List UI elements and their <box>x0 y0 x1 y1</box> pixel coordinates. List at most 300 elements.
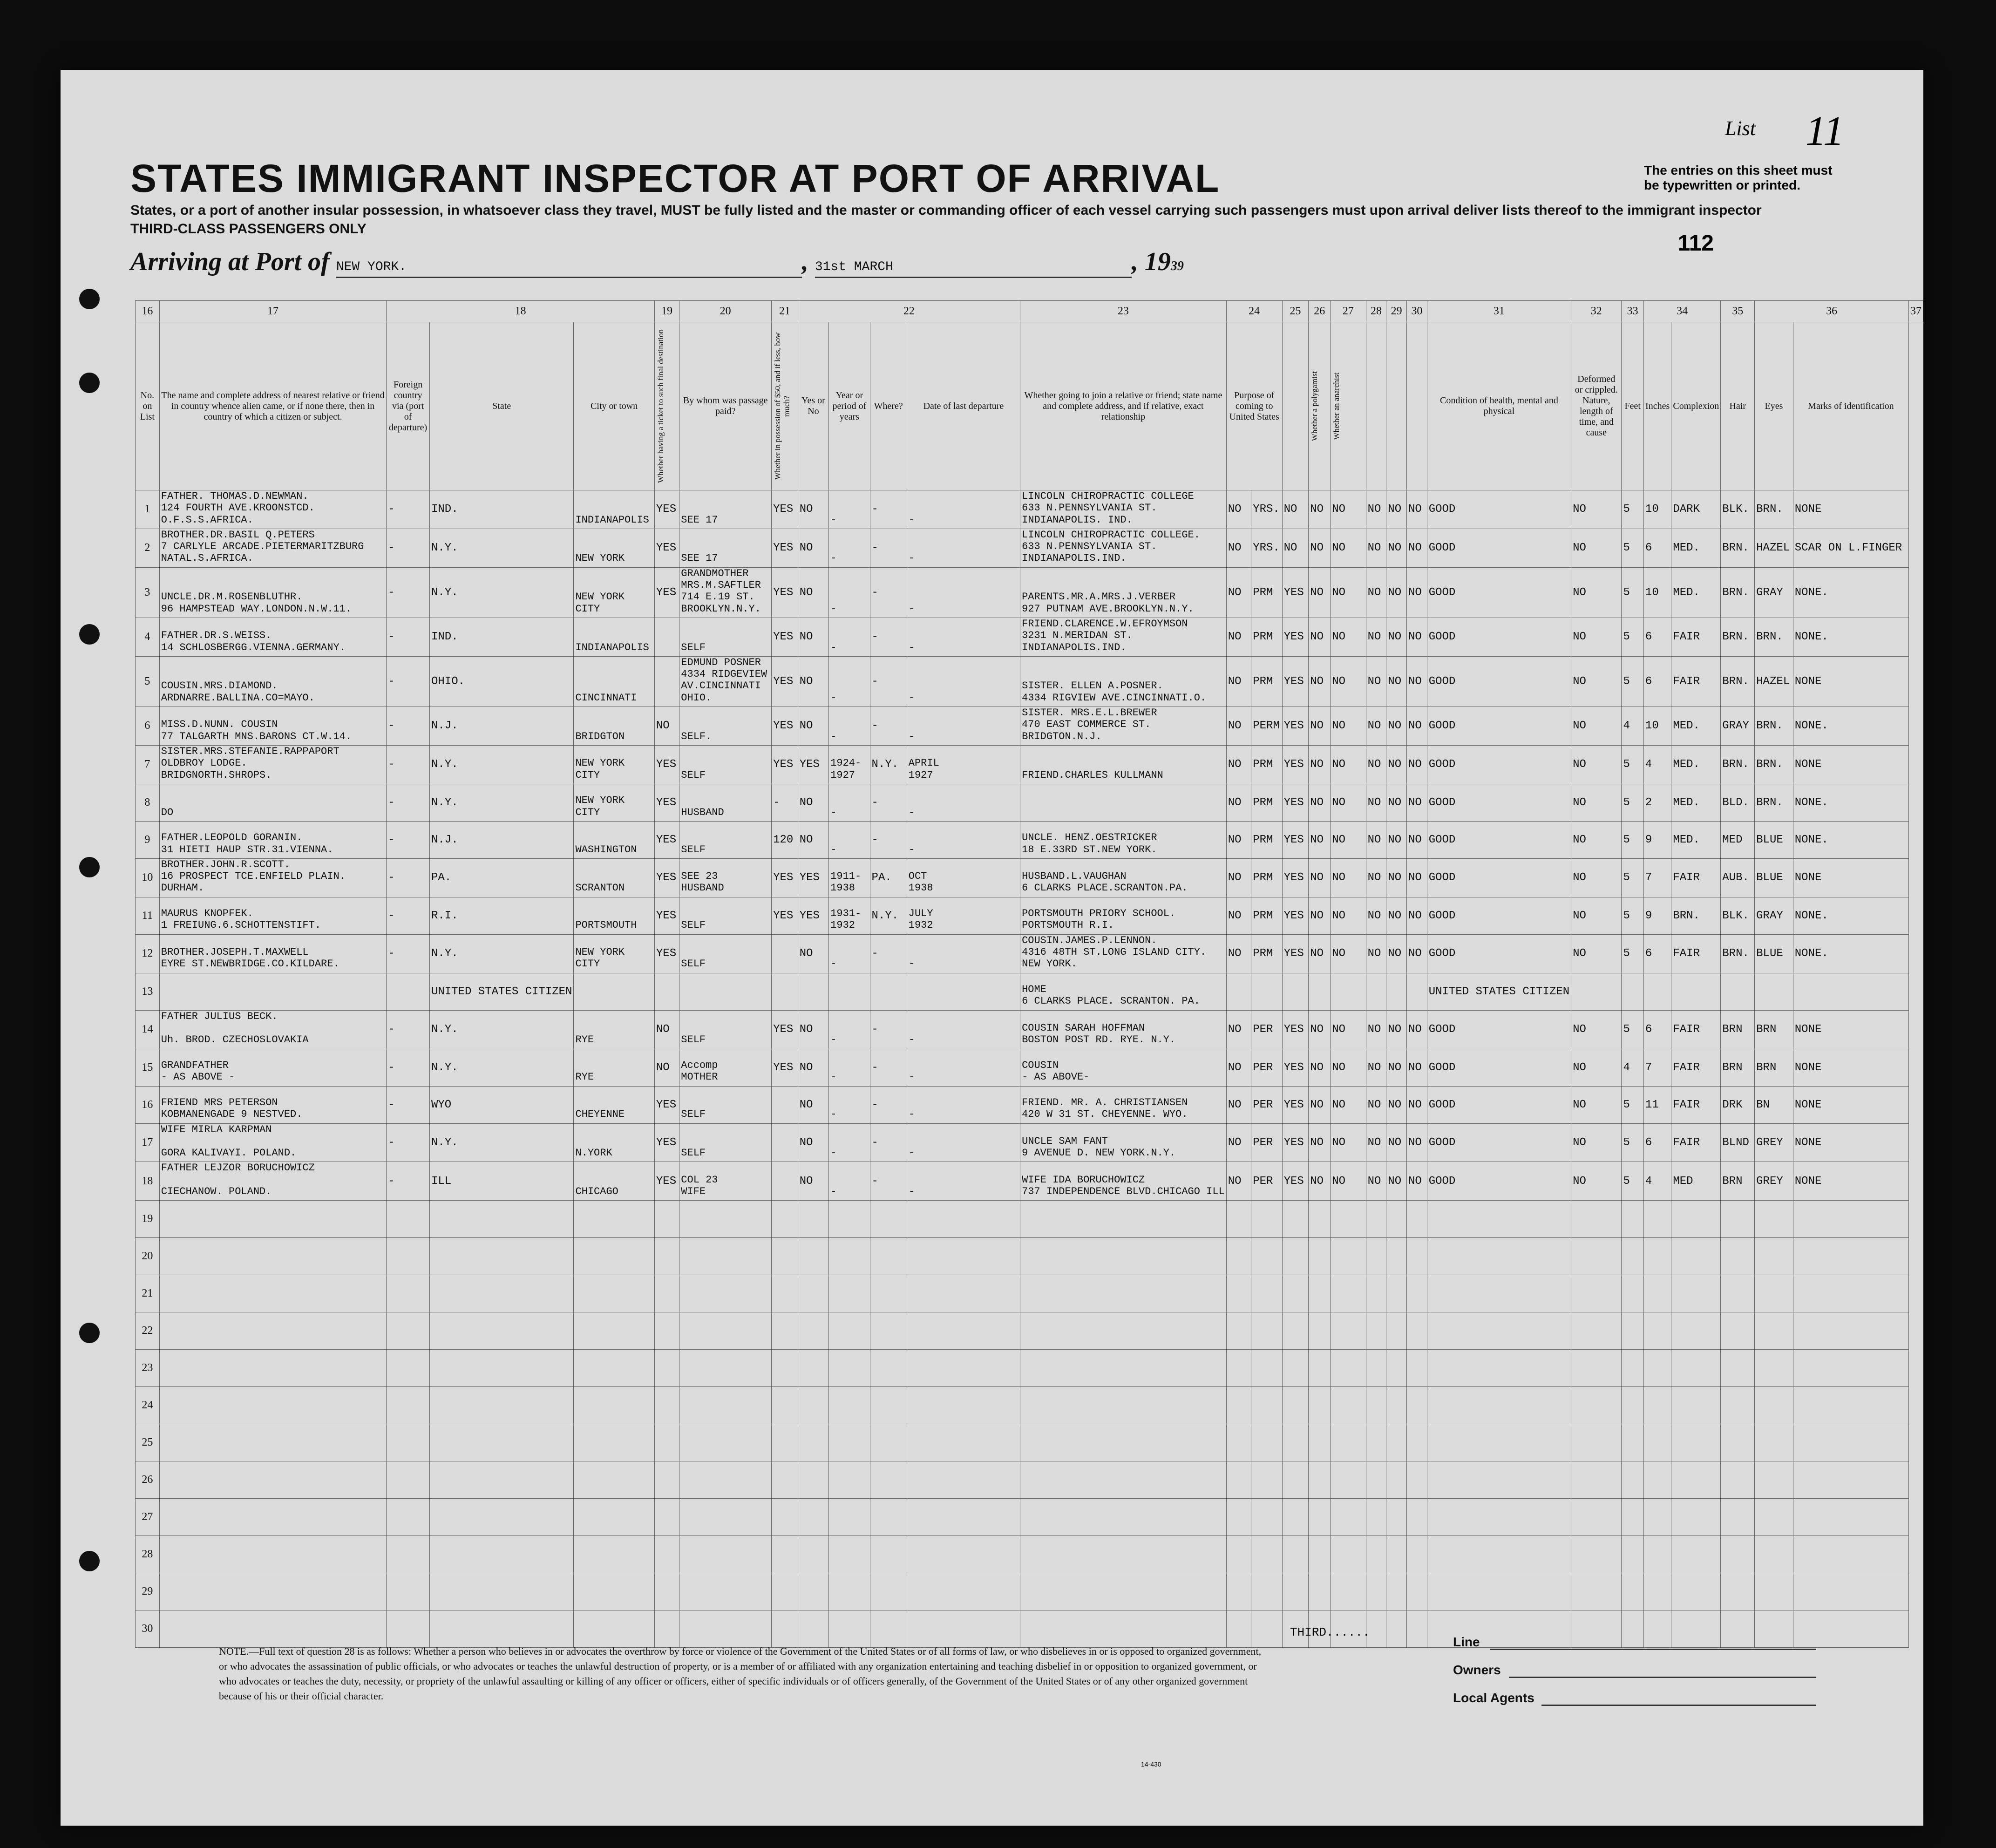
last-departure <box>907 1424 1020 1461</box>
polygamist: NO <box>1309 784 1331 821</box>
last-departure <box>907 1238 1020 1275</box>
passage-paid-by: SEE 17 <box>679 490 772 529</box>
purpose-length <box>1251 1573 1282 1610</box>
col-25 <box>1282 1573 1309 1610</box>
money <box>772 973 798 1010</box>
table-row <box>136 1275 1923 1312</box>
row-number: 4 <box>136 618 160 656</box>
col-28: NO <box>1366 490 1386 529</box>
height-feet <box>1622 1238 1643 1275</box>
joining-relative: PARENTS.MR.A.MRS.J.VERBER 927 PUTNAM AVE.BROOKLYN.N.Y. <box>1020 567 1227 618</box>
anarchist: NO <box>1331 1123 1366 1162</box>
purpose-length <box>1251 1461 1282 1499</box>
col-29: NO <box>1386 1010 1407 1049</box>
dest-state: N.J. <box>429 821 573 858</box>
col-city: City or town <box>574 322 654 490</box>
page-number: 112 <box>1677 231 1714 256</box>
health-condition: GOOD <box>1427 1049 1571 1086</box>
money <box>772 1610 798 1648</box>
relative-address <box>159 1424 387 1461</box>
ticket <box>654 1201 679 1238</box>
polygamist: NO <box>1309 1123 1331 1162</box>
last-departure <box>907 1387 1020 1424</box>
header-class: THIRD-CLASS PASSENGERS ONLY <box>130 221 367 237</box>
complexion <box>1671 1424 1721 1461</box>
eye-color: HAZEL <box>1755 656 1793 707</box>
hair-color: BLD. <box>1721 784 1755 821</box>
purpose: NO <box>1226 1010 1251 1049</box>
polygamist: NO <box>1309 656 1331 707</box>
purpose-length <box>1251 1312 1282 1350</box>
complexion <box>1671 1461 1721 1499</box>
foreign-country <box>387 1350 430 1387</box>
col-30: NO <box>1407 618 1427 656</box>
col-29 <box>1386 1238 1407 1275</box>
foreign-country <box>387 1424 430 1461</box>
anarchist <box>1331 1387 1366 1424</box>
col-28: NO <box>1366 1123 1386 1162</box>
hair-color <box>1721 1387 1755 1424</box>
relative-address <box>159 1312 387 1350</box>
height-feet: 5 <box>1622 567 1643 618</box>
purpose <box>1226 1275 1251 1312</box>
height-inches: 10 <box>1643 567 1671 618</box>
eye-color: BRN <box>1755 1010 1793 1049</box>
col-feet: Feet <box>1622 322 1643 490</box>
relative-address <box>159 1461 387 1499</box>
hair-color: AUB. <box>1721 858 1755 897</box>
relative-address: BROTHER.JOSEPH.T.MAXWELL EYRE ST.NEWBRIDGE.CO.KILDARE. <box>159 934 387 973</box>
identification-marks <box>1793 1536 1908 1573</box>
col-28: NO <box>1366 1010 1386 1049</box>
height-inches <box>1643 1312 1671 1350</box>
money: YES <box>772 707 798 746</box>
table-row <box>136 1049 1923 1086</box>
foreign-country: - <box>387 707 430 746</box>
period <box>829 1610 870 1648</box>
ever-before: NO <box>798 567 828 618</box>
col-30: NO <box>1407 1010 1427 1049</box>
purpose: NO <box>1226 784 1251 821</box>
table-row <box>136 1123 1923 1162</box>
row-number: 24 <box>136 1387 160 1424</box>
col-29 <box>1386 1610 1407 1648</box>
col-30: NO <box>1407 567 1427 618</box>
ticket: YES <box>654 529 679 567</box>
col-foreign-country: Foreign country via (port of departure) <box>387 322 430 490</box>
date-value: 31st MARCH <box>815 260 893 274</box>
money: YES <box>772 858 798 897</box>
last-departure <box>907 973 1020 1010</box>
complexion <box>1671 1387 1721 1424</box>
purpose <box>1226 1312 1251 1350</box>
col-28 <box>1366 1573 1386 1610</box>
col-29 <box>1386 1424 1407 1461</box>
money: YES <box>772 490 798 529</box>
passage-paid-by <box>679 1536 772 1573</box>
dest-state <box>429 1201 573 1238</box>
purpose: NO <box>1226 1162 1251 1201</box>
where: - <box>870 1049 907 1086</box>
col-no-on-list: No. on List <box>136 322 160 490</box>
dest-city <box>574 1275 654 1312</box>
col-30 <box>1407 1461 1427 1499</box>
anarchist: NO <box>1331 858 1366 897</box>
table-row <box>136 1573 1923 1610</box>
purpose-length: PRM <box>1251 934 1282 973</box>
last-departure: - <box>907 707 1020 746</box>
height-feet <box>1622 1461 1643 1499</box>
row-number: 14 <box>136 1010 160 1049</box>
polygamist: NO <box>1309 618 1331 656</box>
relative-address: FATHER.DR.S.WEISS. 14 SCHLOSBERGG.VIENNA.GERMANY. <box>159 618 387 656</box>
dest-city <box>574 1610 654 1648</box>
complexion <box>1671 973 1721 1010</box>
col-25: YES <box>1282 858 1309 897</box>
ticket <box>654 1387 679 1424</box>
col-25 <box>1282 1238 1309 1275</box>
foreign-country: - <box>387 529 430 567</box>
purpose: NO <box>1226 897 1251 934</box>
height-inches: 2 <box>1643 784 1671 821</box>
eye-color <box>1755 1350 1793 1387</box>
where <box>870 1312 907 1350</box>
foreign-country: - <box>387 1049 430 1086</box>
col-29 <box>1386 322 1407 490</box>
purpose-length: PER <box>1251 1049 1282 1086</box>
health-condition: GOOD <box>1427 858 1571 897</box>
money: YES <box>772 529 798 567</box>
table-row <box>136 1238 1923 1275</box>
deformed: NO <box>1571 1086 1622 1123</box>
where: - <box>870 618 907 656</box>
row-number: 22 <box>136 1312 160 1350</box>
height-feet: 5 <box>1622 490 1643 529</box>
col-28 <box>1366 1536 1386 1573</box>
money <box>772 1424 798 1461</box>
anarchist <box>1331 1350 1366 1387</box>
where: - <box>870 1010 907 1049</box>
agents-label: Local Agents <box>1453 1691 1534 1705</box>
ever-before: NO <box>798 656 828 707</box>
col-28 <box>1366 1461 1386 1499</box>
col-30 <box>1407 1350 1427 1387</box>
table-row <box>136 1086 1923 1123</box>
binder-hole <box>79 373 100 393</box>
passage-paid-by: SELF <box>679 745 772 784</box>
health-condition: GOOD <box>1427 1010 1571 1049</box>
foreign-country <box>387 1536 430 1573</box>
col-30: NO <box>1407 1123 1427 1162</box>
purpose <box>1226 1201 1251 1238</box>
health-condition: GOOD <box>1427 567 1571 618</box>
col-25 <box>1282 1499 1309 1536</box>
dest-state: IND. <box>429 490 573 529</box>
ticket <box>654 656 679 707</box>
dest-state: ILL <box>429 1162 573 1201</box>
col-28: NO <box>1366 858 1386 897</box>
hair-color: BRN <box>1721 1010 1755 1049</box>
health-condition <box>1427 1275 1571 1312</box>
complexion <box>1671 1573 1721 1610</box>
joining-relative: UNCLE SAM FANT 9 AVENUE D. NEW YORK.N.Y. <box>1020 1123 1227 1162</box>
col-25 <box>1282 322 1309 490</box>
height-inches: 6 <box>1643 529 1671 567</box>
eye-color: BRN. <box>1755 618 1793 656</box>
joining-relative <box>1020 1275 1227 1312</box>
anarchist <box>1331 1573 1366 1610</box>
col-25: YES <box>1282 934 1309 973</box>
col-30: NO <box>1407 934 1427 973</box>
period: - <box>829 618 870 656</box>
last-departure <box>907 1275 1020 1312</box>
row-number: 26 <box>136 1461 160 1499</box>
health-condition: GOOD <box>1427 707 1571 746</box>
period <box>829 1312 870 1350</box>
money: 120 <box>772 821 798 858</box>
ticket: YES <box>654 858 679 897</box>
purpose <box>1226 1238 1251 1275</box>
where: N.Y. <box>870 897 907 934</box>
relative-address <box>159 1499 387 1536</box>
height-inches: 10 <box>1643 707 1671 746</box>
dest-state: N.Y. <box>429 1123 573 1162</box>
period: - <box>829 529 870 567</box>
purpose-length: PERM <box>1251 707 1282 746</box>
relative-address: MAURUS KNOPFEK. 1 FREIUNG.6.SCHOTTENSTIFT. <box>159 897 387 934</box>
col-25 <box>1282 1350 1309 1387</box>
foreign-country <box>387 973 430 1010</box>
eye-color: GREY <box>1755 1162 1793 1201</box>
deformed: NO <box>1571 821 1622 858</box>
table-row <box>136 821 1923 858</box>
eye-color <box>1755 1461 1793 1499</box>
passage-paid-by: SELF <box>679 1010 772 1049</box>
relative-address <box>159 1201 387 1238</box>
column-numbers <box>136 301 1923 322</box>
relative-address <box>159 1573 387 1610</box>
col-25: YES <box>1282 1123 1309 1162</box>
polygamist <box>1309 1573 1331 1610</box>
height-feet <box>1622 1312 1643 1350</box>
deformed <box>1571 1573 1622 1610</box>
height-feet: 5 <box>1622 1010 1643 1049</box>
height-feet: 5 <box>1622 858 1643 897</box>
period <box>829 1499 870 1536</box>
deformed <box>1571 1536 1622 1573</box>
table-row <box>136 1424 1923 1461</box>
dest-city: RYE <box>574 1049 654 1086</box>
deformed <box>1571 1201 1622 1238</box>
eye-color <box>1755 1312 1793 1350</box>
eye-color <box>1755 1275 1793 1312</box>
period: 1924- 1927 <box>829 745 870 784</box>
col-29: NO <box>1386 934 1407 973</box>
col-num: 33 <box>1622 301 1643 322</box>
purpose-length: PER <box>1251 1162 1282 1201</box>
joining-relative <box>1020 1387 1227 1424</box>
dest-city: SCRANTON <box>574 858 654 897</box>
last-departure <box>907 1461 1020 1499</box>
year-prefix: 19 <box>1144 247 1171 276</box>
purpose: NO <box>1226 1086 1251 1123</box>
ever-before: NO <box>798 618 828 656</box>
last-departure: APRIL 1927 <box>907 745 1020 784</box>
col-ticket: Whether having a ticket to such final destination <box>656 329 665 483</box>
height-inches <box>1643 1201 1671 1238</box>
health-condition: GOOD <box>1427 490 1571 529</box>
dest-state <box>429 1573 573 1610</box>
complexion: MED. <box>1671 707 1721 746</box>
ever-before <box>798 1350 828 1387</box>
dest-city <box>574 1573 654 1610</box>
money <box>772 1461 798 1499</box>
deformed: NO <box>1571 745 1622 784</box>
where <box>870 1536 907 1573</box>
money <box>772 1238 798 1275</box>
joining-relative <box>1020 1536 1227 1573</box>
col-joining: Whether going to join a relative or friend; state name and complete address, and if relative, exact relationship <box>1020 322 1227 490</box>
foreign-country: - <box>387 821 430 858</box>
col-complexion: Complexion <box>1671 322 1721 490</box>
table-row <box>136 1536 1923 1573</box>
health-condition <box>1427 1461 1571 1499</box>
col-28 <box>1366 1350 1386 1387</box>
identification-marks: NONE <box>1793 858 1908 897</box>
purpose-length <box>1251 1387 1282 1424</box>
dest-city: NEW YORK CITY <box>574 567 654 618</box>
col-25: YES <box>1282 1049 1309 1086</box>
deformed <box>1571 1424 1622 1461</box>
passage-paid-by: SELF <box>679 897 772 934</box>
ticket <box>654 618 679 656</box>
identification-marks: NONE. <box>1793 934 1908 973</box>
joining-relative: FRIEND.CLARENCE.W.EFROYMSON 3231 N.MERIDAN ST. INDIANAPOLIS.IND. <box>1020 618 1227 656</box>
height-inches <box>1643 1536 1671 1573</box>
eye-color: HAZEL <box>1755 529 1793 567</box>
relative-address: FATHER LEJZOR BORUCHOWICZ CIECHANOW. POLAND. <box>159 1162 387 1201</box>
complexion: DARK <box>1671 490 1721 529</box>
eye-color <box>1755 1238 1793 1275</box>
row-number: 30 <box>136 1610 160 1648</box>
complexion <box>1671 1238 1721 1275</box>
year-suffix: 39 <box>1170 259 1184 273</box>
row-number: 18 <box>136 1162 160 1201</box>
ever-before <box>798 1424 828 1461</box>
period: - <box>829 934 870 973</box>
purpose: NO <box>1226 1049 1251 1086</box>
col-29 <box>1386 1536 1407 1573</box>
height-feet <box>1622 1610 1643 1648</box>
eye-color: BRN <box>1755 1049 1793 1086</box>
anarchist: NO <box>1331 707 1366 746</box>
where: - <box>870 1162 907 1201</box>
joining-relative: COUSIN.JAMES.P.LENNON. 4316 48TH ST.LONG ISLAND CITY. NEW YORK. <box>1020 934 1227 973</box>
height-feet <box>1622 973 1643 1010</box>
col-25 <box>1282 1461 1309 1499</box>
relative-address: DO <box>159 784 387 821</box>
complexion: MED. <box>1671 529 1721 567</box>
col-num: 19 <box>654 301 679 322</box>
polygamist: NO <box>1309 858 1331 897</box>
last-departure: - <box>907 934 1020 973</box>
column-labels <box>136 322 1923 490</box>
col-28: NO <box>1366 618 1386 656</box>
complexion <box>1671 1312 1721 1350</box>
polygamist: NO <box>1309 745 1331 784</box>
ever-before: NO <box>798 934 828 973</box>
height-inches: 4 <box>1643 1162 1671 1201</box>
col-25: NO <box>1282 529 1309 567</box>
complexion: FAIR <box>1671 858 1721 897</box>
col-29 <box>1386 1275 1407 1312</box>
hair-color <box>1721 1238 1755 1275</box>
col-passage: By whom was passage paid? <box>679 322 772 490</box>
complexion: MED. <box>1671 784 1721 821</box>
deformed <box>1571 1610 1622 1648</box>
eye-color <box>1755 1573 1793 1610</box>
hair-color: BRN. <box>1721 529 1755 567</box>
polygamist: NO <box>1309 934 1331 973</box>
identification-marks <box>1793 1201 1908 1238</box>
row-number: 20 <box>136 1238 160 1275</box>
col-30 <box>1407 1275 1427 1312</box>
health-condition: GOOD <box>1427 529 1571 567</box>
joining-relative: FRIEND. MR. A. CHRISTIANSEN 420 W 31 ST. CHEYENNE. WYO. <box>1020 1086 1227 1123</box>
purpose-length <box>1251 1610 1282 1648</box>
ever-before: NO <box>798 707 828 746</box>
col-25 <box>1282 1275 1309 1312</box>
col-28 <box>1366 1238 1386 1275</box>
passage-paid-by <box>679 1238 772 1275</box>
money <box>772 1536 798 1573</box>
ticket: NO <box>654 707 679 746</box>
binder-hole <box>79 1323 100 1343</box>
height-inches <box>1643 1387 1671 1424</box>
dest-state <box>429 1350 573 1387</box>
col-29: NO <box>1386 1162 1407 1201</box>
ticket: YES <box>654 490 679 529</box>
col-25 <box>1282 1424 1309 1461</box>
row-number: 17 <box>136 1123 160 1162</box>
complexion <box>1671 1610 1721 1648</box>
binder-hole <box>79 1551 100 1571</box>
passage-paid-by: HUSBAND <box>679 784 772 821</box>
joining-relative: PORTSMOUTH PRIORY SCHOOL. PORTSMOUTH R.I. <box>1020 897 1227 934</box>
dest-state <box>429 1536 573 1573</box>
identification-marks <box>1793 1350 1908 1387</box>
last-departure <box>907 1312 1020 1350</box>
dest-state: N.Y. <box>429 745 573 784</box>
complexion: MED. <box>1671 567 1721 618</box>
complexion: MED <box>1671 1162 1721 1201</box>
polygamist: NO <box>1309 567 1331 618</box>
dest-state <box>429 1387 573 1424</box>
height-inches: 6 <box>1643 1123 1671 1162</box>
height-feet <box>1622 1201 1643 1238</box>
height-feet: 4 <box>1622 707 1643 746</box>
complexion: FAIR <box>1671 1010 1721 1049</box>
polygamist: NO <box>1309 1086 1331 1123</box>
money: YES <box>772 567 798 618</box>
period <box>829 1238 870 1275</box>
col-num: 23 <box>1020 301 1227 322</box>
polygamist: NO <box>1309 1162 1331 1201</box>
passage-paid-by: GRANDMOTHER MRS.M.SAFTLER 714 E.19 ST. BROOKLYN.N.Y. <box>679 567 772 618</box>
identification-marks: NONE <box>1793 490 1908 529</box>
period <box>829 1573 870 1610</box>
identification-marks <box>1793 1424 1908 1461</box>
